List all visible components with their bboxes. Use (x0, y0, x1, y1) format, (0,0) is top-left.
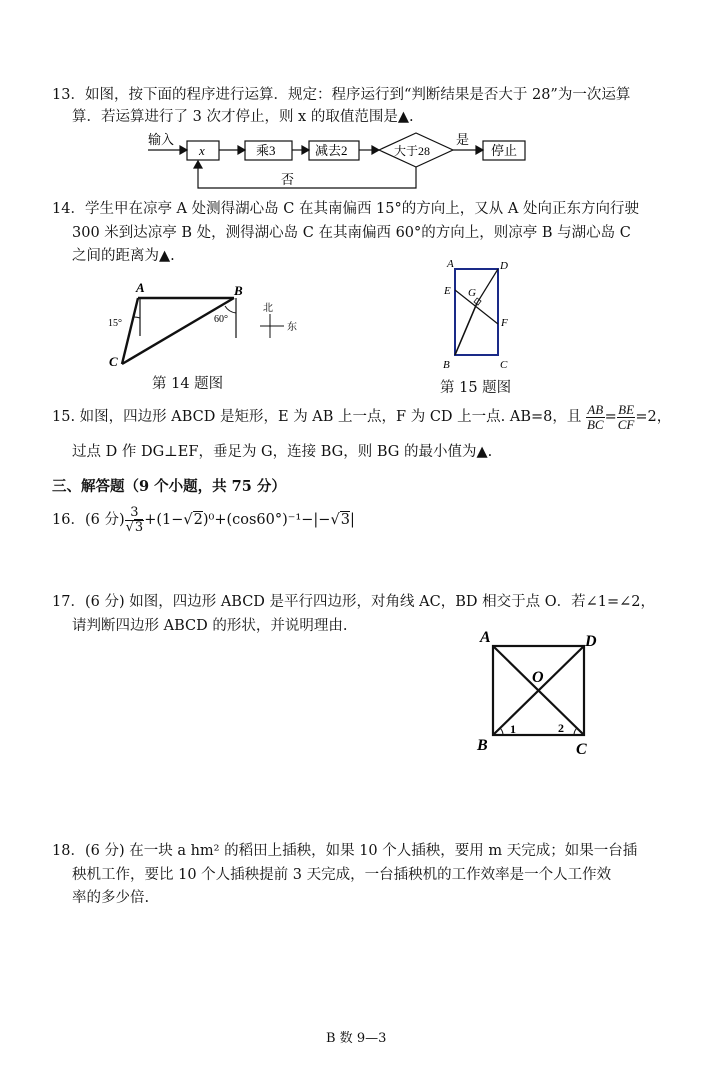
q15-frac1: $\frac{AB}{BC}$ (586, 402, 604, 432)
q17-label-B: B (477, 737, 488, 754)
q17-label-C: C (576, 741, 587, 758)
q17-line1: 17．(6 分) 如图，四边形 ABCD 是平行四边形，对角线 AC，BD 相交于点 O．若∠1=∠2， (52, 594, 656, 610)
q15-line2: 过点 D 作 DG⊥EF，垂足为 G，连接 BG，则 BG 的最小值为▲. (72, 444, 493, 460)
q18-line2: 秧机工作，要比 10 个人插秧提前 3 天完成，一台插秧机的工作效率是一个人工作效 (72, 867, 612, 883)
flow-mul3-label: 乘3 (256, 143, 276, 158)
q14-label-A: A (136, 280, 145, 295)
q16-prefix: 16．(6 分) (52, 512, 125, 529)
q14-line2: 300 米到达凉亭 B 处，测得湖心岛 C 在其南偏西 60°的方向上，则凉亭 B 与湖心岛 C (72, 225, 631, 241)
q14-east: 东 (287, 322, 297, 333)
q15-line1-pre: 15. 如图，四边形 ABCD 是矩形，E 为 AB 上一点，F 为 CD 上一点. AB=8，且 (52, 409, 582, 426)
q15-label-A: A (447, 258, 454, 270)
q15-line1 (52, 403, 671, 431)
flow-x-label: x (199, 143, 205, 158)
q14-angle15: 15° (108, 318, 122, 329)
flow-yes-label: 是 (456, 132, 470, 147)
q17-line2: 请判断四边形 ABCD 的形状，并说明理由. (72, 618, 348, 634)
q17-label-A: A (480, 629, 491, 646)
q17-label-D: D (585, 633, 597, 650)
q16-fraction: $\frac{3}{√3}$ (125, 505, 144, 535)
page-footer: B 数 9—3 (326, 1031, 387, 1046)
q15-label-F: F (501, 317, 508, 329)
q14-label-B: B (234, 283, 243, 298)
q16-expression: 16．(6 分) $\frac{3}{√3}$ +(1−√2)⁰+(cos60°)⁻¹−|−√3| (52, 505, 355, 535)
flow-no-label: 否 (281, 172, 295, 187)
q15-label-B: B (443, 359, 450, 371)
q15-line1-post: =2， (635, 409, 672, 426)
flow-stop-label: 停止 (491, 143, 518, 158)
q18-line3: 率的多少倍. (72, 890, 150, 906)
q14-label-C: C (109, 354, 118, 369)
q15-label-G: G (468, 287, 476, 299)
q17-label-O: O (532, 669, 544, 686)
q13-line1: 13．如图，按下面的程序进行运算．规定：程序运行到“判断结果是否大于 28”为一次运算 (52, 87, 631, 103)
q14-line1: 14．学生甲在凉亭 A 处测得湖心岛 C 在其南偏西 15°的方向上，又从 A 处向正东方向行驶 (52, 201, 639, 217)
flow-gt28-label: 大于28 (394, 144, 431, 158)
q14-figure (100, 278, 310, 373)
q13-line2: 算．若运算进行了 3 次才停止，则 x 的取值范围是▲. (72, 109, 414, 125)
q14-angle60: 60° (214, 314, 228, 325)
q17-angle-2: 2 (558, 721, 564, 735)
q14-line3: 之间的距离为▲. (72, 248, 175, 264)
q15-label-C: C (500, 359, 508, 371)
q15-eq: = (604, 409, 617, 426)
q13-flowchart (140, 130, 540, 192)
q17-angle-1: 1 (510, 722, 516, 736)
q18-line1: 18．(6 分) 在一块 a hm² 的稻田上插秧，如果 10 个人插秧，要用 m 天完成；如果一台插 (52, 843, 638, 859)
section-3-heading: 三、解答题（9 个小题，共 75 分） (52, 478, 286, 495)
q17-figure (472, 626, 602, 758)
q15-frac2: $\frac{BE}{CF}$ (617, 402, 635, 432)
flow-sub2-label: 减去2 (315, 143, 348, 158)
q15-label-E: E (444, 285, 451, 297)
q15-label-D: D (500, 260, 508, 272)
q15-figure (435, 256, 525, 371)
q14-north: 北 (263, 303, 273, 314)
q14-caption: 第 14 题图 (152, 376, 224, 392)
q15-caption: 第 15 题图 (440, 380, 512, 396)
flow-input-label: 输入 (148, 132, 175, 147)
